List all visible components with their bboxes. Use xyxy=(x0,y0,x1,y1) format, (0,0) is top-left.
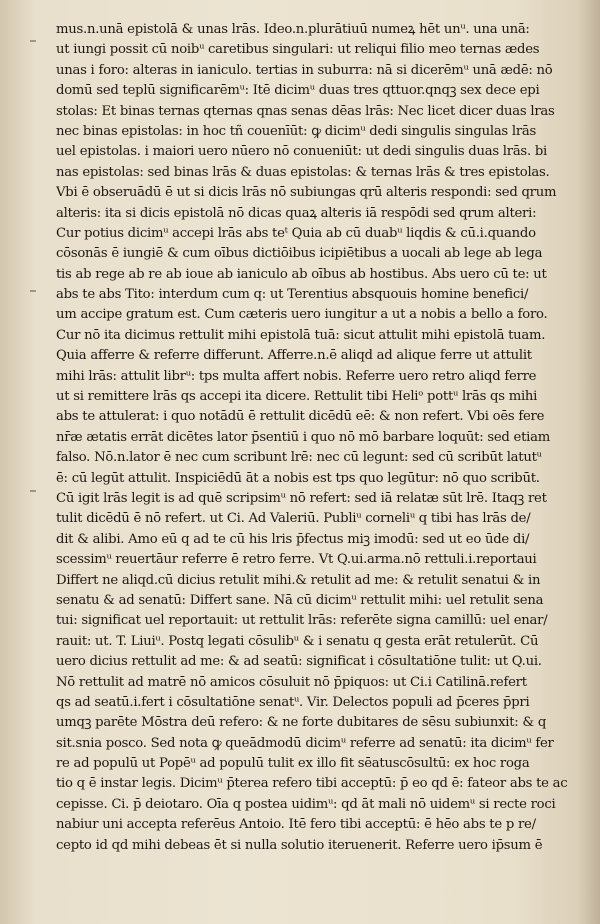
text-line: umqꝫ parēte Mōstra deū refero: & ne forte dubitares de sēsu subiunxit: & q xyxy=(56,715,547,731)
text-line: uel epistolas. i maiori uero nūero nō conueniūt: ut dedi singulis duas lrās. bi xyxy=(56,144,547,160)
text-line: Differt ne aliqd.cū dicius retulit mihi.& retulit ad me: & retulit senatui & in xyxy=(56,572,541,588)
text-line: Cur potius dicimᵘ accepi lrās abs teᵗ Quia ab cū duabᵘ liqdis & cū.i.quando xyxy=(56,225,536,241)
text-line xyxy=(56,856,576,876)
text-line: falso. Nō.n.lator ē nec cum scribunt lrē: nec cū legunt: sed cū scribūt latutᵘ xyxy=(56,450,542,466)
text-line: nas epistolas: sed binas lrās & duas epistolas: & ternas lrās & tres epistolas. xyxy=(56,164,550,180)
text-line: nec binas epistolas: in hoc tñ couenīūt: ꝙ dicimᵘ dedi singulis singulas lrās xyxy=(56,123,537,139)
text-line: tulit dicēdū ē nō refert. ut Ci. Ad Valeriū. Publiᵘ corneliᵘ q tibi has lrās de/ xyxy=(56,511,531,527)
text-line: Vbi ē obseruādū ē ut si dicis lrās nō subiungas qrū alteris respondi: sed qrum xyxy=(56,185,557,201)
text-line: senatu & ad senatū: Differt sane. Nā cū dicimᵘ rettulit mihi: uel retulit sena xyxy=(56,592,544,608)
text-line: mihi lrās: attulit librᵘ: tps multa affert nobis. Referre uero retro aliqd ferre xyxy=(56,368,537,384)
text-line: abs te attulerat: i quo notādū ē rettulit dicēdū eē: & non refert. Vbi oēs fere xyxy=(56,409,545,425)
text-line: sit.snia posco. Sed nota ꝙ queādmodū dicimᵘ referre ad senatū: ita dicimᵘ fer xyxy=(56,735,554,751)
text-line: ut si remittere lrās qs accepi ita dicere. Rettulit tibi Heliᵒ pottᵘ lrās qs mihi xyxy=(56,389,538,405)
text-line: cepto id qd mihi debeas ēt si nulla solutio iteruenerit. Referre uero ip̄sum ē xyxy=(56,837,543,853)
text-line: domū sed teplū significarēmᵘ: Itē dicimᵘ duas tres qttuor.qnqꝫ sex dece epi xyxy=(56,83,540,99)
text-column xyxy=(56,20,576,876)
text-line: Cur nō ita dicimus rettulit mihi epistolā tuā: sicut attulit mihi epistolā tuam. xyxy=(56,327,546,343)
text-line: tis ab rege ab re ab ioue ab ianiculo ab oībus ab hostibus. Abs uero cū te: ut xyxy=(56,266,547,282)
text-line: qs ad seatū.i.fert i cōsultatiōne senatᵘ. Vir. Delectos populi ad p̄ceres p̄pri xyxy=(56,694,530,710)
text-line: Nō rettulit ad matrē nō amicos cōsuluit nō p̄piquos: ut Ci.i Catilinā.refert xyxy=(56,674,527,690)
text-line: stolas: Et binas ternas qternas qnas senas dēas lrās: Nec licet dicer duas lras xyxy=(56,103,555,119)
text-line: dit & alibi. Amo eū q ad te cū his lris p̄fectus miꝫ imodū: sed ut eo ūde di/ xyxy=(56,531,530,547)
text-line: tio q ē instar legis. Dicimᵘ p̄terea refero tibi acceptū: p̄ eo qd ē: fateor abs te ac xyxy=(56,776,568,792)
margin-mark xyxy=(30,490,36,492)
text-line: cepisse. Ci. p̄ deiotaro. Oīa q postea uidimᵘ: qd āt mali nō uidemᵘ si recte roci xyxy=(56,796,556,812)
text-line: nabiur uni accepta referēus Antoio. Itē fero tibi acceptū: ē hēo abs te p re/ xyxy=(56,817,536,833)
text-line: ē: cū legūt attulit. Inspiciēdū āt a nobis est tps quo legūtur: nō quo scribūt. xyxy=(56,470,540,486)
text-line: mus.n.unā epistolā & unas lrās. Ideo.n.plurātiuū numeꝝ hēt unᵘ. una unā: xyxy=(56,22,530,37)
text-line: tui: significat uel reportauit: ut rettulit lrās: referēte signa camillū: uel enar/ xyxy=(56,613,548,629)
text-line: ut iungi possit cū noibᵘ caretibus singulari: ut reliqui filio meo ternas ædes xyxy=(56,42,540,58)
text-line: nr̄æ ætatis errāt dicētes lator p̄sentiū i quo nō mō barbare loquūt: sed etiam xyxy=(56,429,550,445)
page-edge-shadow xyxy=(578,0,600,924)
text-line: alteris: ita si dicis epistolā nō dicas quaꝝ alteris iā respōdi sed qrum alteri: xyxy=(56,205,537,221)
text-line: unas i foro: alteras in ianiculo. tertias in suburra: nā si dicerēmᵘ unā ædē: nō xyxy=(56,62,553,78)
text-line: scessimᵘ reuertāur referre ē retro ferre. Vt Q.ui.arma.nō rettuli.i.reportaui xyxy=(56,552,537,568)
text-line: cōsonās ē iungiē & cum oībus dictiōibus icipiētibus a uocali ab lege ab lega xyxy=(56,246,543,262)
text-line: Cū igit lrās legit is ad quē scripsimᵘ nō refert: sed iā relatæ sūt lrē. Itaqꝫ ret xyxy=(56,490,547,506)
margin-mark xyxy=(30,290,36,292)
text-line: uero dicius rettulit ad me: & ad seatū: significat i cōsultatiōne tulit: ut Q.ui. xyxy=(56,654,542,670)
text-line: re ad populū ut Popēᵘ ad populū tulit ex illo fit sēatuscōsultū: ex hoc roga xyxy=(56,756,530,772)
text-line: um accipe gratum est. Cum cæteris uero iungitur a ut a nobis a bello a foro. xyxy=(56,307,548,323)
text-line: abs te abs Tito: interdum cum q: ut Terentius absquouis homine benefici/ xyxy=(56,287,529,303)
margin-mark xyxy=(30,40,36,42)
text-line: rauit: ut. T. Liuiᵘ. Postq legati cōsulibᵘ & i senatu q gesta erāt retulerūt. Cū xyxy=(56,633,539,649)
text-line: Quia afferre & referre differunt. Afferre.n.ē aliqd ad alique ferre ut attulit xyxy=(56,348,532,364)
